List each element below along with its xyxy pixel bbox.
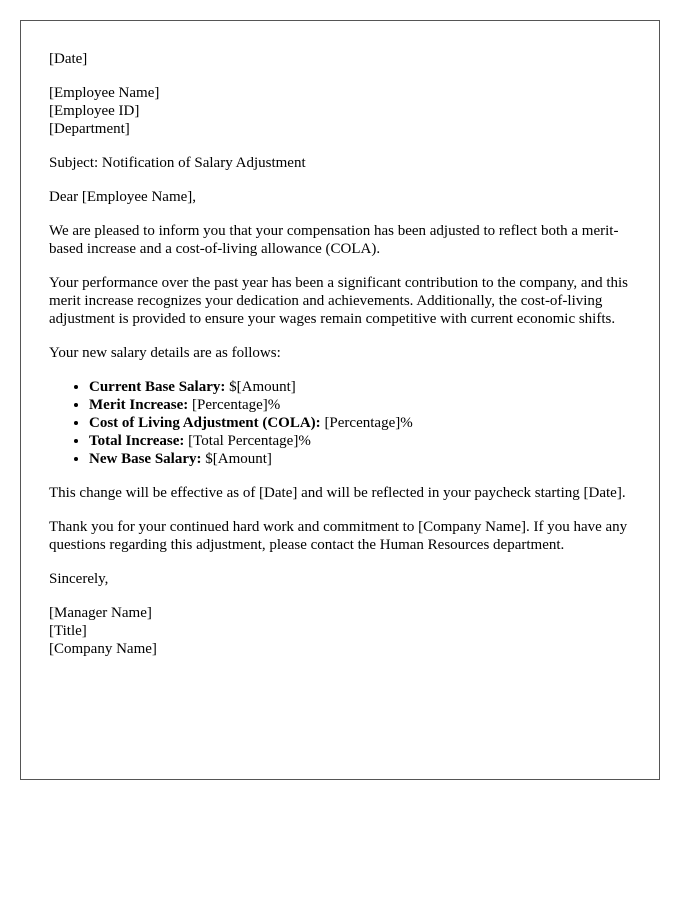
subject-line: Subject: Notification of Salary Adjustment xyxy=(49,155,306,171)
intro-paragraph: We are pleased to inform you that your compensation has been adjusted to reflect both a merit-based increase and a cost-of-living allowance (COLA). xyxy=(49,223,619,257)
details-intro-paragraph: Your new salary details are as follows: xyxy=(49,345,281,361)
list-item xyxy=(89,396,631,414)
detail-value: [Percentage]% xyxy=(192,397,281,413)
recipient-name: [Employee Name] xyxy=(49,85,160,101)
recipient-department: [Department] xyxy=(49,121,130,137)
salutation: Dear [Employee Name], xyxy=(49,189,197,205)
detail-value: $[Amount] xyxy=(205,451,272,467)
list-item xyxy=(89,432,631,450)
thanks-paragraph: Thank you for your continued hard work and commitment to [Company Name]. If you have any questions regarding this adjustment, please contact the Human Resources department. xyxy=(49,519,628,553)
signature-block xyxy=(49,604,631,658)
detail-label: Current Base Salary: xyxy=(89,379,226,395)
signature-name: [Manager Name] xyxy=(49,605,152,621)
list-item xyxy=(89,414,631,432)
detail-value: $[Amount] xyxy=(229,379,296,395)
detail-label: Total Increase: xyxy=(89,433,185,449)
list-item xyxy=(89,378,631,396)
detail-label: Cost of Living Adjustment (COLA): xyxy=(89,415,321,431)
recipient-block xyxy=(49,84,631,138)
date-line: [Date] xyxy=(49,51,88,67)
detail-value: [Total Percentage]% xyxy=(188,433,311,449)
salary-details-list xyxy=(49,378,631,468)
recipient-id: [Employee ID] xyxy=(49,103,140,119)
signature-company: [Company Name] xyxy=(49,641,157,657)
letter-page xyxy=(20,20,660,780)
detail-value: [Percentage]% xyxy=(324,415,413,431)
detail-label: New Base Salary: xyxy=(89,451,202,467)
detail-label: Merit Increase: xyxy=(89,397,189,413)
letter-date xyxy=(49,50,631,68)
signature-title: [Title] xyxy=(49,623,87,639)
list-item xyxy=(89,450,631,468)
closing: Sincerely, xyxy=(49,571,109,587)
effective-paragraph: This change will be effective as of [Date] and will be reflected in your paycheck starting [Date]. xyxy=(49,485,626,501)
performance-paragraph: Your performance over the past year has been a significant contribution to the company, and this merit increase recognizes your dedication and achievements. Additionally, the cost-of-living adjustment is provided to ensure your wages remain competitive with current economic shifts. xyxy=(49,275,629,327)
